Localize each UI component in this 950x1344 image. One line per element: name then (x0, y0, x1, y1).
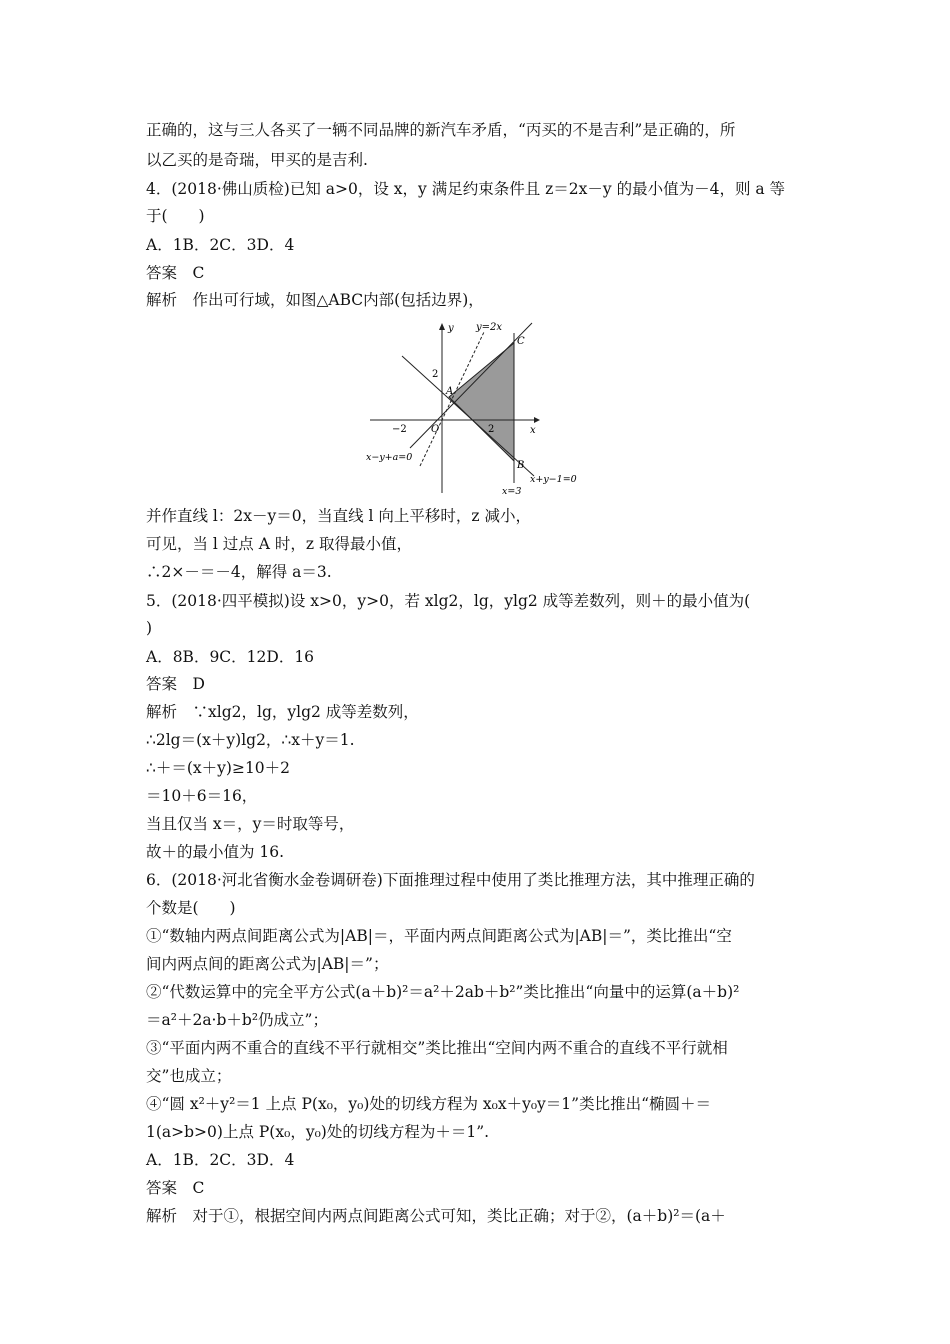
x-axis-label: x (530, 425, 536, 436)
problem-5-options: A．8B．9C．12D．16 (146, 648, 315, 666)
line-y2x-label: y=2x (476, 322, 503, 333)
line-x3-label: x=3 (502, 486, 522, 497)
problem-6-answer: 答案 C (146, 1179, 205, 1197)
text-line: 以乙买的是奇瑞，甲买的是吉利. (146, 151, 368, 169)
x-tick-label-neg: −2 (392, 424, 407, 435)
text-line: ＝10＋6＝16， (146, 787, 258, 805)
problem-6-stem: 6．(2018·河北省衡水金卷调研卷)下面推理过程中使用了类比推理方法，其中推理正确的 (146, 871, 755, 889)
text-line: 可见，当 l 过点 A 时，z 取得最小值， (146, 535, 412, 553)
problem-5-analysis: 解析 ∵xlg2，lg，ylg2 成等差数列， (146, 703, 419, 721)
problem-4-options: A．1B．2C．3D．4 (146, 236, 295, 254)
text-line: ④“圆 x²＋y²＝1 上点 P(x₀，y₀)处的切线方程为 x₀x＋y₀y＝1”类比推出“椭圆＋＝ (146, 1095, 712, 1113)
problem-6-options: A．1B．2C．3D．4 (146, 1151, 295, 1169)
x-tick-label-pos: 2 (488, 424, 495, 435)
text-line: 个数是( ) (146, 899, 236, 917)
y-axis-arrow (439, 323, 445, 330)
text-line: 于( ) (146, 207, 205, 225)
y-axis-label: y (448, 323, 454, 334)
point-a-label: A (446, 386, 454, 397)
text-line: 交”也成立； (146, 1067, 232, 1085)
problem-4-answer: 答案 C (146, 264, 205, 282)
text-line: ) (146, 619, 153, 637)
text-line: ②“代数运算中的完全平方公式(a＋b)²＝a²＋2ab＋b²”类比推出“向量中的运算(a＋b)² (146, 983, 740, 1001)
text-line: ③“平面内两不重合的直线不平行就相交”类比推出“空间内两不重合的直线不平行就相 (146, 1039, 728, 1057)
text-line: ∴＋＝(x＋y)≥10＋2 (146, 759, 291, 777)
text-line: 故＋的最小值为 16. (146, 843, 285, 861)
text-line: 1(a>b>0)上点 P(x₀，y₀)处的切线方程为＋＝1”. (146, 1123, 490, 1141)
triangle-abc-region (449, 343, 514, 461)
text-line: ＝a²＋2a·b＋b²仍成立”； (146, 1011, 328, 1029)
text-line: ①“数轴内两点间距离公式为|AB|＝，平面内两点间距离公式为|AB|＝”，类比推出“空 (146, 927, 732, 945)
point-c-label: C (517, 336, 525, 347)
feasible-region-figure (362, 318, 588, 498)
origin-label: O (431, 424, 440, 435)
problem-5-answer: 答案 D (146, 675, 205, 693)
problem-6-analysis: 解析 对于①，根据空间内两点间距离公式可知，类比正确；对于②，(a＋b)²＝(a＋ (146, 1207, 726, 1225)
point-b-label: B (517, 460, 525, 471)
line-xy1-label: x+y−1=0 (530, 474, 577, 485)
text-line: 正确的，这与三人各买了一辆不同品牌的新汽车矛盾，“丙买的不是吉利”是正确的，所 (146, 121, 736, 139)
text-line: 间内两点间的距离公式为|AB|＝”； (146, 955, 389, 973)
problem-4-stem: 4．(2018·佛山质检)已知 a>0，设 x，y 满足约束条件且 z＝2x－y 的最小值为－4，则 a 等 (146, 180, 786, 198)
line-xya-label: x−y+a=0 (366, 452, 413, 463)
problem-5-stem: 5．(2018·四平模拟)设 x>0，y>0，若 xlg2，lg，ylg2 成等差数列，则＋的最小值为( (146, 592, 751, 610)
text-line: 并作直线 l：2x－y＝0，当直线 l 向上平移时，z 减小， (146, 507, 532, 525)
problem-4-analysis: 解析 作出可行域，如图△ABC内部(包括边界)， (146, 291, 484, 309)
text-line: ∴2lg＝(x＋y)lg2，∴x＋y＝1. (146, 731, 355, 749)
text-line: ∴2×－＝－4，解得 a＝3. (146, 563, 332, 581)
y-tick-label: 2 (432, 369, 439, 380)
x-axis-arrow (534, 417, 540, 423)
text-line: 当且仅当 x＝，y＝时取等号， (146, 815, 355, 833)
